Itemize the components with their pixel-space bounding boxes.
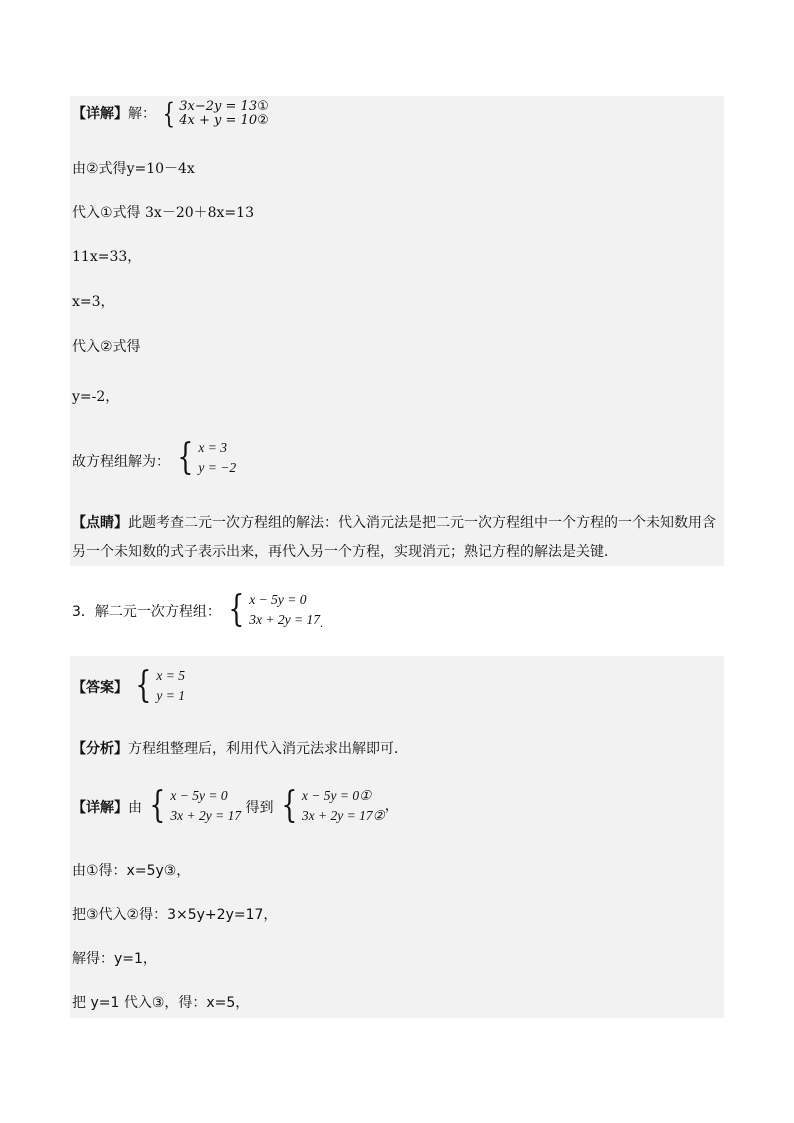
line-from-2 <box>72 158 195 178</box>
step-2: 把③代入②得：3×5y+2y=17， <box>72 907 278 923</box>
line-from2-prefix: 由②式得 <box>72 161 127 177</box>
system-eq-1: 3x−2y = 13 <box>179 99 258 114</box>
problem-3-system <box>225 590 323 630</box>
shaded-band-2 <box>70 656 724 1018</box>
system-a <box>146 786 241 826</box>
line-sub-2: 代入②式得 <box>72 339 141 355</box>
analysis-label: 【分析】 <box>72 741 128 757</box>
system-equations-1 <box>160 97 269 130</box>
line-sub1-prefix: 代入①式得 <box>72 205 141 221</box>
line-sub-1 <box>72 202 254 222</box>
step-3: 解得：y=1， <box>72 951 157 967</box>
left-brace-icon: { <box>163 97 176 130</box>
system-a-eq-1: x − 5y = 0 <box>170 788 228 803</box>
detail-line-2 <box>72 786 399 826</box>
detail-comma: ， <box>384 798 399 814</box>
left-brace-icon: { <box>281 785 298 826</box>
system-b <box>278 786 385 826</box>
comment-line-2: 另一个未知数的式子表示出来，再代入另一个方程，实现消元；熟记方程的解法是关键． <box>72 544 618 560</box>
step-4: 把 y=1 代入③，得：x=5， <box>72 995 250 1011</box>
problem-3-eq-1: x − 5y = 0 <box>249 592 307 607</box>
left-brace-icon: { <box>228 589 245 630</box>
step-1: 由①得：x=5y③， <box>72 863 191 879</box>
problem-3-trail: . <box>320 619 324 630</box>
comment-line-1 <box>72 512 716 532</box>
left-brace-icon: { <box>135 665 152 706</box>
answer-line <box>72 666 185 706</box>
left-brace-icon: { <box>177 437 194 478</box>
analysis-text: 方程组整理后，利用代入消元法求出解即可． <box>128 741 408 757</box>
answer-eq-1: x = 5 <box>156 668 185 683</box>
answer-label: 【答案】 <box>72 680 128 696</box>
detail-get: 得到 <box>245 800 274 816</box>
comment-text-1: 此题考查二元一次方程组的解法：代入消元法是把二元一次方程组中一个方程的一个未知数用含 <box>128 515 716 531</box>
line-x3: x=3， <box>72 294 115 310</box>
line-sub1-expr: 3x－20＋8x=13 <box>145 205 254 221</box>
problem-3 <box>72 590 323 630</box>
detail-line-1 <box>72 97 269 130</box>
line-from2-expr: y=10－4x <box>126 161 195 177</box>
problem-3-stem: 3．解二元一次方程组： <box>72 604 221 620</box>
mark-2: ② <box>257 113 269 128</box>
line-y: y=-2， <box>72 389 120 405</box>
solution-eq-2: y = −2 <box>198 460 237 475</box>
answer-eq-2: y = 1 <box>156 688 185 703</box>
left-brace-icon: { <box>149 785 166 826</box>
system-a-eq-2: 3x + 2y = 17 <box>170 808 242 823</box>
detail-from: 由 <box>128 800 142 816</box>
detail-label: 【详解】 <box>72 106 128 122</box>
system-b-eq-1: x − 5y = 0① <box>301 788 372 803</box>
solution-eq-1: x = 3 <box>198 440 227 455</box>
system-eq-2: 4x + y = 10 <box>179 113 258 128</box>
answer-system <box>132 666 185 706</box>
line-11x: 11x=33， <box>72 249 142 265</box>
mark-1: ① <box>257 99 269 114</box>
system-b-eq-2: 3x + 2y = 17② <box>301 808 385 823</box>
analysis-line <box>72 738 408 758</box>
comment-label: 【点睛】 <box>72 515 128 531</box>
solution-prefix: 故方程组解为： <box>72 454 170 470</box>
detail-prefix: 解： <box>128 106 156 122</box>
solution-system <box>174 438 236 478</box>
solution-line <box>72 438 236 478</box>
problem-3-eq-2: 3x + 2y = 17 <box>249 612 320 627</box>
detail-label-2: 【详解】 <box>72 800 128 816</box>
